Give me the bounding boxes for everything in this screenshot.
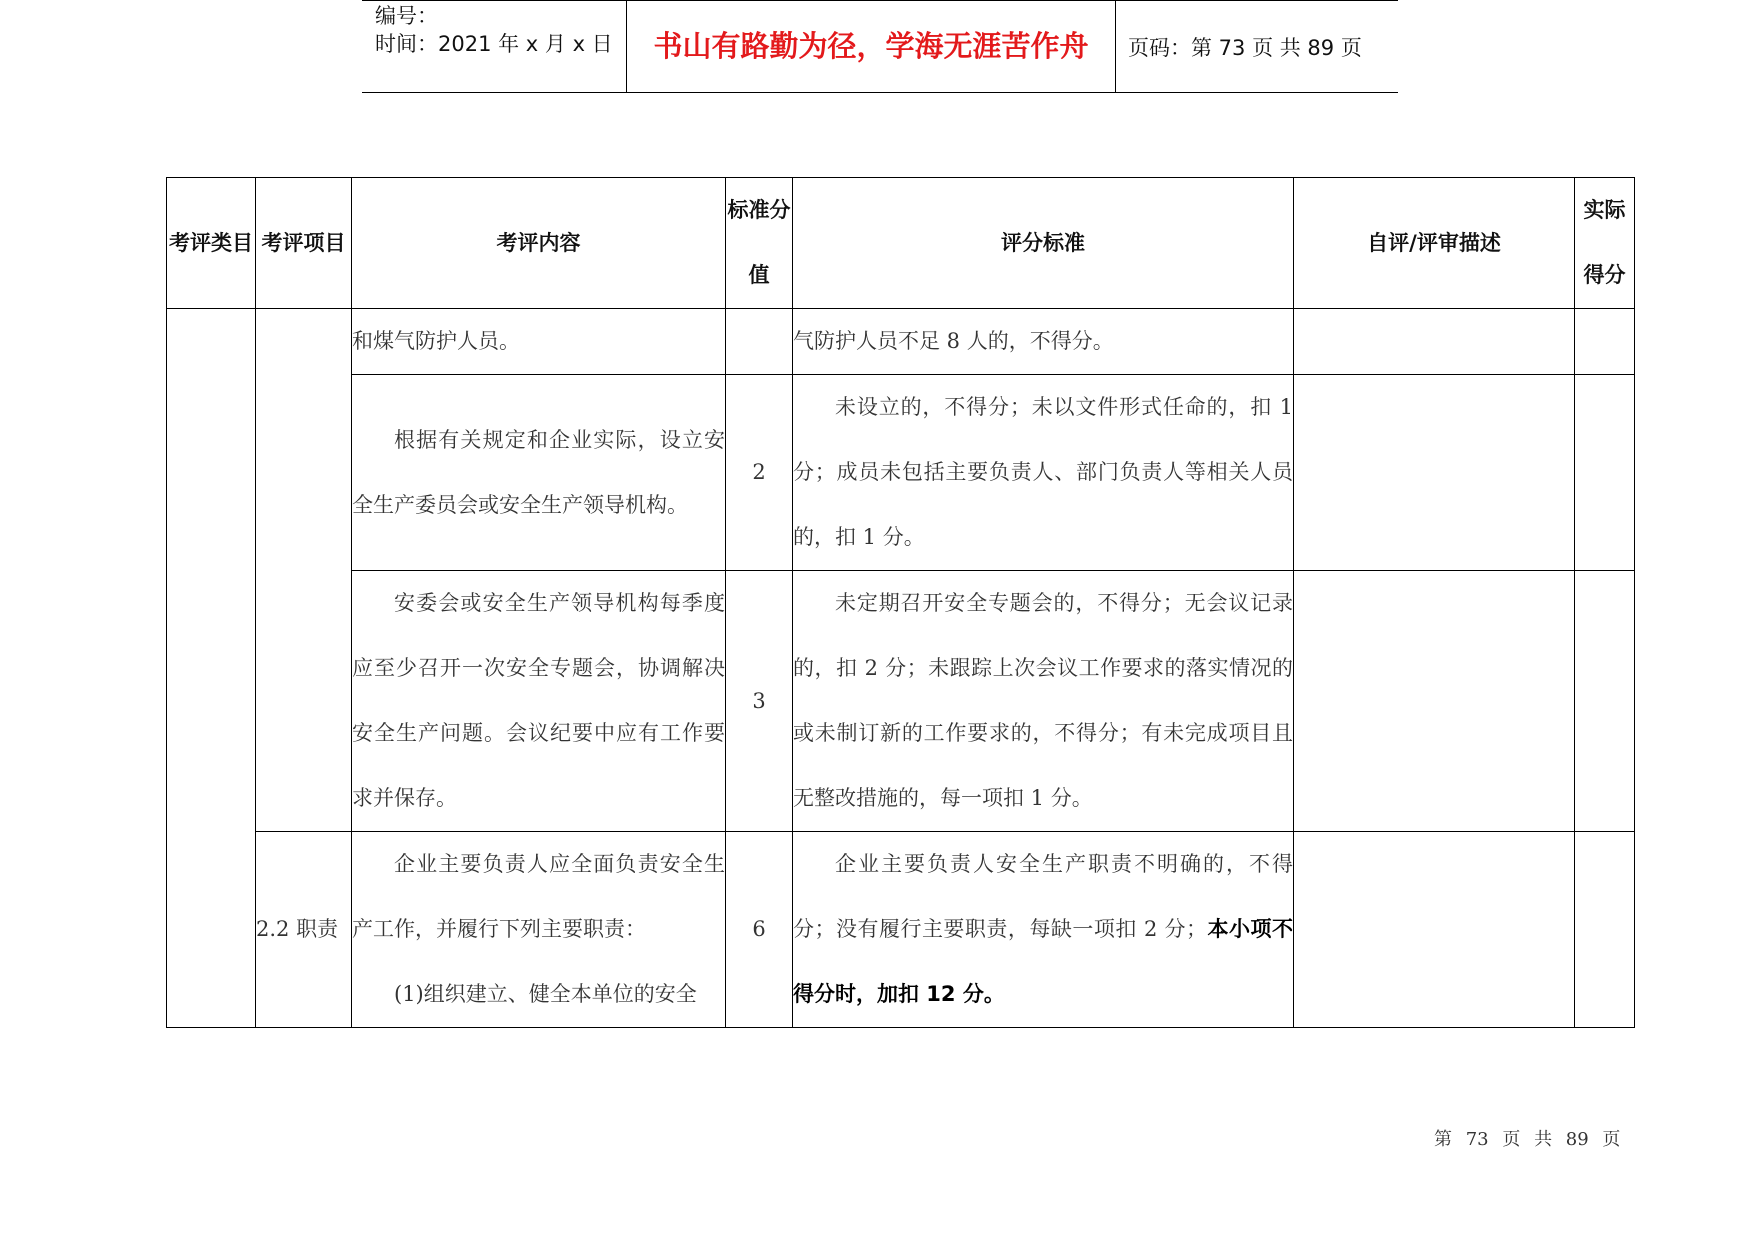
assessment-table <box>166 177 1635 1028</box>
content-text: 企业主要负责人应全面负责安全生产工作，并履行下列主要职责： <box>352 852 725 941</box>
header-motto: 书山有路勤为径，学海无涯苦作舟 <box>653 29 1089 63</box>
actual-score-cell <box>1575 375 1635 571</box>
item-cell <box>256 309 352 832</box>
col-header-content: 考评内容 <box>352 178 726 309</box>
header-page-label: 页码：第 73 页 共 89 页 <box>1128 36 1362 60</box>
score-cell <box>726 309 793 375</box>
criteria-cell: 气防护人员不足 8 人的，不得分。 <box>793 309 1294 375</box>
content-text-continued: (1)组织建立、健全本单位的安全 <box>394 982 697 1006</box>
content-cell <box>352 832 726 1028</box>
col-header-category: 考评类目 <box>167 178 256 309</box>
col-header-actual: 实际得分 <box>1575 178 1635 309</box>
category-cell <box>167 309 256 1028</box>
header-date-label: 时间：2021 年 x 月 x 日 <box>375 32 613 56</box>
table-row <box>167 832 1635 1028</box>
self-eval-cell <box>1294 309 1575 375</box>
criteria-cell <box>793 832 1294 1028</box>
table-row <box>167 375 1635 571</box>
self-eval-cell <box>1294 832 1575 1028</box>
criteria-bold-text: 本小项不得分时，加扣 12 分。 <box>793 917 1293 1006</box>
col-header-score: 标准分值 <box>726 178 793 309</box>
header-code-label: 编号： <box>375 4 438 28</box>
header-top-rule <box>362 0 1398 1</box>
score-cell: 3 <box>726 571 793 832</box>
content-cell: 安委会或安全生产领导机构每季度应至少召开一次安全专题会，协调解决安全生产问题。会议纪要中应有工作要求并保存。 <box>352 571 726 832</box>
criteria-text: 企业主要负责人安全生产职责不明确的，不得分；没有履行主要职责，每缺一项扣 2 分； <box>793 852 1293 941</box>
criteria-cell: 未设立的，不得分；未以文件形式任命的，扣 1 分；成员未包括主要负责人、部门负责人等相关人员的，扣 1 分。 <box>793 375 1294 571</box>
self-eval-cell <box>1294 375 1575 571</box>
actual-score-cell <box>1575 309 1635 375</box>
header-divider-right <box>1115 0 1116 93</box>
col-header-item: 考评项目 <box>256 178 352 309</box>
actual-score-cell <box>1575 832 1635 1028</box>
header-bottom-rule <box>362 92 1398 93</box>
table-row <box>167 571 1635 832</box>
content-cell: 和煤气防护人员。 <box>352 309 726 375</box>
score-cell: 2 <box>726 375 793 571</box>
criteria-cell: 未定期召开安全专题会的，不得分；无会议记录的，扣 2 分；未跟踪上次会议工作要求的落实情况的或未制订新的工作要求的，不得分；有未完成项目且无整改措施的，每一项扣 1 分。 <box>793 571 1294 832</box>
actual-score-cell <box>1575 571 1635 832</box>
item-cell: 2.2 职责 <box>256 832 352 1028</box>
table-row <box>167 309 1635 375</box>
col-header-criteria: 评分标准 <box>793 178 1294 309</box>
col-header-self-eval: 自评/评审描述 <box>1294 178 1575 309</box>
score-cell: 6 <box>726 832 793 1028</box>
content-cell: 根据有关规定和企业实际，设立安全生产委员会或安全生产领导机构。 <box>352 375 726 571</box>
table-header-row <box>167 178 1635 309</box>
footer-page-label: 第 73 页 共 89 页 <box>1434 1129 1621 1150</box>
self-eval-cell <box>1294 571 1575 832</box>
